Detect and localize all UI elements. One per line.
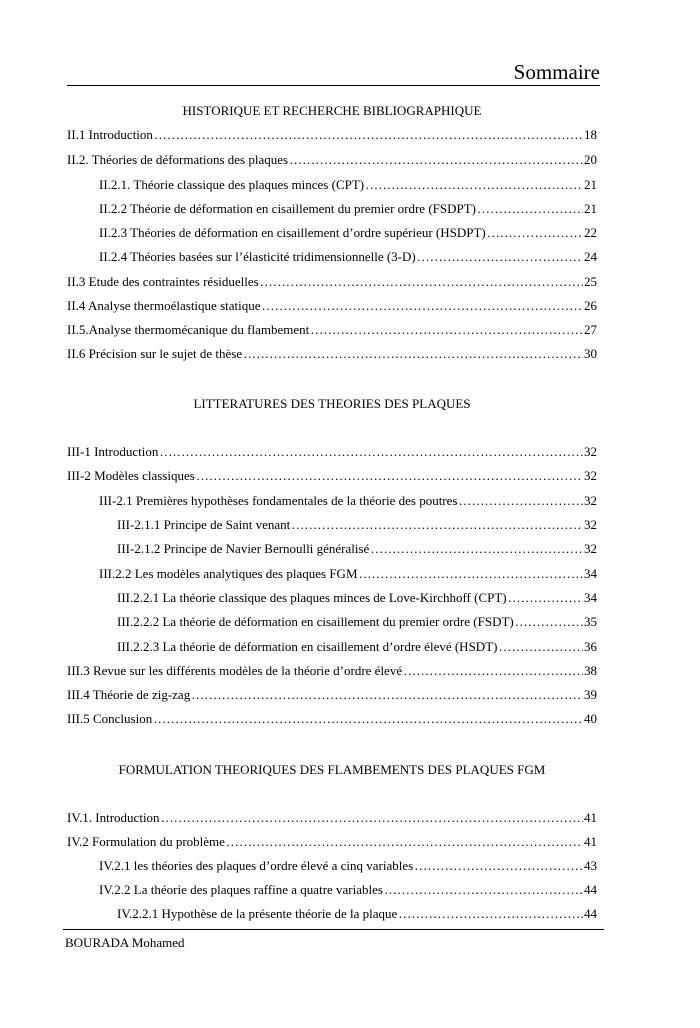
toc-page-number: 18 bbox=[584, 127, 597, 142]
toc-entry-title: II.3 Etude des contraintes résiduelles bbox=[67, 274, 259, 289]
toc-page-number: 25 bbox=[584, 274, 597, 289]
toc-page-number: 44 bbox=[584, 882, 597, 897]
toc-entry[interactable] bbox=[99, 225, 597, 241]
toc-dot-leader bbox=[515, 614, 583, 630]
toc-dot-leader bbox=[487, 225, 583, 241]
toc-entry[interactable] bbox=[67, 468, 597, 484]
toc-entry-title: IV.2.2.1 Hypothèse de la présente théorie de la plaque bbox=[117, 906, 398, 921]
toc-dot-leader bbox=[477, 201, 583, 217]
toc-entry[interactable] bbox=[67, 687, 597, 703]
toc-dot-leader bbox=[154, 127, 583, 143]
toc-entry[interactable] bbox=[67, 152, 597, 168]
toc-entry[interactable] bbox=[67, 834, 597, 850]
toc-entry[interactable] bbox=[67, 322, 597, 338]
toc-entry-title: II.2.1. Théorie classique des plaques minces (CPT) bbox=[99, 177, 365, 192]
toc-page-number: 32 bbox=[584, 517, 597, 532]
toc-entry[interactable] bbox=[67, 298, 597, 314]
toc-entry[interactable] bbox=[99, 882, 597, 898]
toc-dot-leader bbox=[226, 834, 583, 850]
toc-entry[interactable] bbox=[67, 444, 597, 460]
toc-page-number: 30 bbox=[584, 346, 597, 361]
toc-entry[interactable] bbox=[99, 201, 597, 217]
toc-page-number: 21 bbox=[584, 177, 597, 192]
toc-entry[interactable] bbox=[99, 566, 597, 582]
toc-entry-title: III-2.1.2 Principe de Navier Bernoulli généralisé bbox=[117, 541, 370, 556]
toc-entry-title: III.4 Théorie de zig-zag bbox=[67, 687, 191, 702]
toc-entry-title: III.2.2.3 La théorie de déformation en cisaillement d’ordre élevé (HSDT) bbox=[117, 639, 498, 654]
toc-entry[interactable] bbox=[117, 906, 597, 922]
toc-entry[interactable] bbox=[99, 249, 597, 265]
toc-entry[interactable] bbox=[117, 614, 597, 630]
toc-dot-leader bbox=[414, 858, 583, 874]
header-rule bbox=[67, 85, 600, 86]
toc-page-number: 34 bbox=[584, 566, 597, 581]
toc-page-number: 27 bbox=[584, 322, 597, 337]
toc-dot-leader bbox=[403, 663, 583, 679]
toc-page-number: 43 bbox=[584, 858, 597, 873]
toc-entry[interactable] bbox=[117, 541, 597, 557]
toc-entry-title: IV.2 Formulation du problème bbox=[67, 834, 225, 849]
toc-page-number: 39 bbox=[584, 687, 597, 702]
toc-dot-leader bbox=[196, 468, 583, 484]
toc-entry[interactable] bbox=[117, 517, 597, 533]
toc-dot-leader bbox=[398, 906, 583, 922]
toc-entry-title: II.2.4 Théories basées sur l’élasticité tridimensionnelle (3-D) bbox=[99, 249, 416, 264]
toc-entry-title: II.4 Analyse thermoélastique statique bbox=[67, 298, 261, 313]
toc-entry[interactable] bbox=[67, 346, 597, 362]
toc-dot-leader bbox=[310, 322, 583, 338]
toc-entry-title: III.2.2.2 La théorie de déformation en cisaillement du premier ordre (FSDT) bbox=[117, 614, 514, 629]
toc-dot-leader bbox=[191, 687, 583, 703]
toc-dot-leader bbox=[159, 444, 583, 460]
toc-entry-title: II.6 Précision sur le sujet de thèse bbox=[67, 346, 243, 361]
toc-page-number: 40 bbox=[584, 711, 597, 726]
toc-entry[interactable] bbox=[99, 493, 597, 509]
toc-dot-leader bbox=[370, 541, 583, 557]
toc-page-number: 41 bbox=[584, 810, 597, 825]
toc-entry-title: IV.1. Introduction bbox=[67, 810, 160, 825]
page-title: Sommaire bbox=[513, 60, 600, 84]
toc-entry-title: II.2.2 Théorie de déformation en cisaillement du premier ordre (FSDPT) bbox=[99, 201, 477, 216]
toc-dot-leader bbox=[161, 810, 583, 826]
toc-dot-leader bbox=[243, 346, 583, 362]
toc-entry-title: II.5.Analyse thermomécanique du flambement bbox=[67, 322, 310, 337]
toc-entry[interactable] bbox=[117, 639, 597, 655]
toc-entry[interactable] bbox=[67, 711, 597, 727]
toc-page-number: 21 bbox=[584, 201, 597, 216]
toc-dot-leader bbox=[262, 298, 583, 314]
toc-page-number: 20 bbox=[584, 152, 597, 167]
toc-dot-leader bbox=[291, 517, 583, 533]
toc-dot-leader bbox=[384, 882, 583, 898]
toc-entry-title: III.5 Conclusion bbox=[67, 711, 153, 726]
toc-page-number: 44 bbox=[584, 906, 597, 921]
toc-page-number: 36 bbox=[584, 639, 597, 654]
toc-page-number: 41 bbox=[584, 834, 597, 849]
toc-dot-leader bbox=[153, 711, 583, 727]
toc-entry-title: III-2.1 Premières hypothèses fondamentales de la théorie des poutres bbox=[99, 493, 458, 508]
toc-dot-leader bbox=[365, 177, 583, 193]
toc-entry[interactable] bbox=[99, 177, 597, 193]
toc-page-number: 32 bbox=[584, 444, 597, 459]
footer-rule bbox=[63, 929, 604, 930]
toc-entry-title: IV.2.1 les théories des plaques d’ordre élevé a cinq variables bbox=[99, 858, 414, 873]
toc-entry[interactable] bbox=[67, 127, 597, 143]
toc-page-number: 32 bbox=[584, 493, 597, 508]
toc-page-number: 38 bbox=[584, 663, 597, 678]
toc-entry-title: IV.2.2 La théorie des plaques raffine a quatre variables bbox=[99, 882, 383, 897]
toc-entry[interactable] bbox=[67, 810, 597, 826]
toc-page-number: 32 bbox=[584, 541, 597, 556]
toc-dot-leader bbox=[508, 590, 583, 606]
toc-page-number: 22 bbox=[584, 225, 597, 240]
section-heading-historique: HISTORIQUE ET RECHERCHE BIBLIOGRAPHIQUE bbox=[182, 103, 482, 118]
toc-entry-title: III-1 Introduction bbox=[67, 444, 159, 459]
section-heading-formulation: FORMULATION THEORIQUES DES FLAMBEMENTS DES PLAQUES FGM bbox=[118, 762, 546, 777]
toc-entry[interactable] bbox=[67, 663, 597, 679]
toc-dot-leader bbox=[359, 566, 583, 582]
footer-author: BOURADA Mohamed bbox=[65, 935, 185, 950]
toc-entry[interactable] bbox=[117, 590, 597, 606]
toc-entry-title: III.2.2.1 La théorie classique des plaques minces de Love-Kirchhoff (CPT) bbox=[117, 590, 507, 605]
toc-entry-title: III.2.2 Les modèles analytiques des plaques FGM bbox=[99, 566, 358, 581]
toc-page-number: 32 bbox=[584, 468, 597, 483]
toc-page-number: 24 bbox=[584, 249, 597, 264]
section-heading-litteratures: LITTERATURES DES THEORIES DES PLAQUES bbox=[193, 396, 471, 411]
toc-dot-leader bbox=[417, 249, 583, 265]
toc-page-number: 35 bbox=[584, 614, 597, 629]
toc-entry-title: III.3 Revue sur les différents modèles de la théorie d’ordre élevé bbox=[67, 663, 403, 678]
toc-dot-leader bbox=[458, 493, 583, 509]
toc-dot-leader bbox=[289, 152, 583, 168]
toc-entry-title: III-2 Modèles classiques bbox=[67, 468, 195, 483]
toc-entry[interactable] bbox=[99, 858, 597, 874]
toc-entry-title: II.2. Théories de déformations des plaques bbox=[67, 152, 289, 167]
toc-page-number: 34 bbox=[584, 590, 597, 605]
toc-entry-title: II.2.3 Théories de déformation en cisaillement d’ordre supérieur (HSDPT) bbox=[99, 225, 486, 240]
toc-dot-leader bbox=[260, 274, 583, 290]
toc-entry-title: III-2.1.1 Principe de Saint venant bbox=[117, 517, 291, 532]
toc-page-number: 26 bbox=[584, 298, 597, 313]
toc-dot-leader bbox=[498, 639, 583, 655]
toc-entry[interactable] bbox=[67, 274, 597, 290]
toc-entry-title: II.1 Introduction bbox=[67, 127, 153, 142]
